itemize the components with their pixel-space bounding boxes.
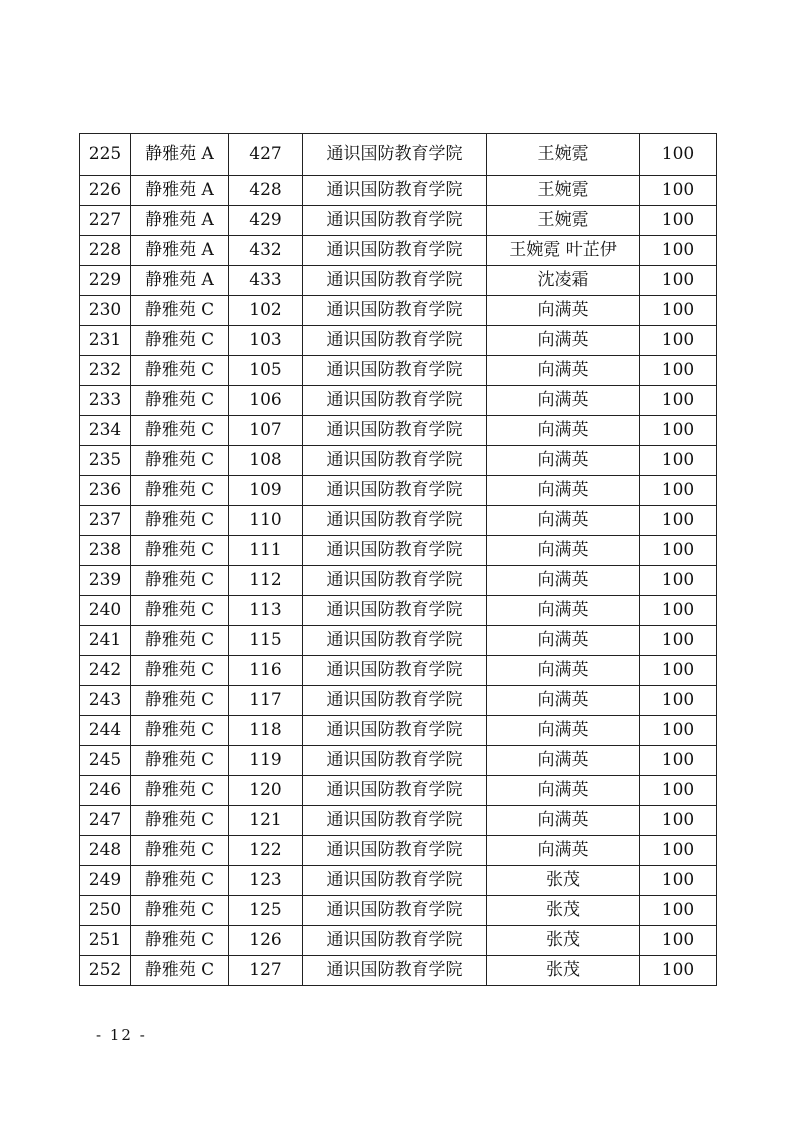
building-cell: 静雅苑 C [131,506,229,536]
row-number-cell: 250 [80,896,131,926]
teacher-cell: 向满英 [487,446,640,476]
row-number-cell: 249 [80,866,131,896]
college-cell: 通识国防教育学院 [303,236,487,266]
teacher-cell: 向满英 [487,356,640,386]
row-number-cell: 241 [80,626,131,656]
room-cell: 110 [229,506,303,536]
college-cell: 通识国防教育学院 [303,476,487,506]
building-cell: 静雅苑 C [131,866,229,896]
score-cell: 100 [640,506,717,536]
college-cell: 通识国防教育学院 [303,206,487,236]
table-row [80,686,717,716]
page-number: - 12 - [96,1026,147,1044]
table-row [80,806,717,836]
score-cell: 100 [640,296,717,326]
table-row [80,896,717,926]
table-row [80,956,717,986]
teacher-cell: 向满英 [487,416,640,446]
score-cell: 100 [640,446,717,476]
building-cell: 静雅苑 C [131,656,229,686]
table-row [80,836,717,866]
score-cell: 100 [640,956,717,986]
table-row [80,266,717,296]
college-cell: 通识国防教育学院 [303,296,487,326]
table-row [80,716,717,746]
building-cell: 静雅苑 C [131,926,229,956]
score-cell: 100 [640,356,717,386]
table-row [80,356,717,386]
building-cell: 静雅苑 C [131,536,229,566]
building-cell: 静雅苑 C [131,716,229,746]
score-cell: 100 [640,176,717,206]
table-row [80,134,717,176]
row-number-cell: 234 [80,416,131,446]
teacher-cell: 向满英 [487,776,640,806]
teacher-cell: 向满英 [487,326,640,356]
college-cell: 通识国防教育学院 [303,656,487,686]
score-cell: 100 [640,776,717,806]
row-number-cell: 236 [80,476,131,506]
college-cell: 通识国防教育学院 [303,356,487,386]
teacher-cell: 向满英 [487,296,640,326]
score-cell: 100 [640,596,717,626]
row-number-cell: 246 [80,776,131,806]
row-number-cell: 232 [80,356,131,386]
room-cell: 123 [229,866,303,896]
college-cell: 通识国防教育学院 [303,536,487,566]
room-cell: 121 [229,806,303,836]
teacher-cell: 向满英 [487,506,640,536]
row-number-cell: 239 [80,566,131,596]
building-cell: 静雅苑 A [131,266,229,296]
teacher-cell: 王婉霓 [487,134,640,176]
teacher-cell: 沈凌霜 [487,266,640,296]
score-cell: 100 [640,896,717,926]
table-body [80,134,717,986]
room-cell: 109 [229,476,303,506]
teacher-cell: 张茂 [487,956,640,986]
teacher-cell: 向满英 [487,806,640,836]
table-row [80,236,717,266]
building-cell: 静雅苑 A [131,176,229,206]
room-cell: 120 [229,776,303,806]
building-cell: 静雅苑 C [131,686,229,716]
college-cell: 通识国防教育学院 [303,266,487,296]
room-cell: 105 [229,356,303,386]
row-number-cell: 237 [80,506,131,536]
room-cell: 107 [229,416,303,446]
score-cell: 100 [640,686,717,716]
building-cell: 静雅苑 C [131,296,229,326]
table-row [80,926,717,956]
room-cell: 427 [229,134,303,176]
room-cell: 106 [229,386,303,416]
room-cell: 103 [229,326,303,356]
room-cell: 102 [229,296,303,326]
score-cell: 100 [640,326,717,356]
room-cell: 113 [229,596,303,626]
row-number-cell: 233 [80,386,131,416]
college-cell: 通识国防教育学院 [303,386,487,416]
table-row [80,566,717,596]
building-cell: 静雅苑 C [131,746,229,776]
college-cell: 通识国防教育学院 [303,686,487,716]
table-row [80,776,717,806]
building-cell: 静雅苑 A [131,206,229,236]
score-cell: 100 [640,626,717,656]
teacher-cell: 向满英 [487,386,640,416]
room-cell: 119 [229,746,303,776]
teacher-cell: 向满英 [487,536,640,566]
college-cell: 通识国防教育学院 [303,596,487,626]
table-row [80,656,717,686]
dormitory-score-table [79,133,717,986]
room-cell: 111 [229,536,303,566]
college-cell: 通识国防教育学院 [303,566,487,596]
score-cell: 100 [640,866,717,896]
building-cell: 静雅苑 C [131,566,229,596]
college-cell: 通识国防教育学院 [303,746,487,776]
room-cell: 117 [229,686,303,716]
score-cell: 100 [640,416,717,446]
score-cell: 100 [640,716,717,746]
row-number-cell: 252 [80,956,131,986]
building-cell: 静雅苑 C [131,596,229,626]
building-cell: 静雅苑 A [131,134,229,176]
row-number-cell: 225 [80,134,131,176]
teacher-cell: 张茂 [487,896,640,926]
college-cell: 通识国防教育学院 [303,134,487,176]
row-number-cell: 248 [80,836,131,866]
teacher-cell: 向满英 [487,656,640,686]
building-cell: 静雅苑 C [131,326,229,356]
row-number-cell: 251 [80,926,131,956]
teacher-cell: 向满英 [487,686,640,716]
college-cell: 通识国防教育学院 [303,506,487,536]
table-row [80,326,717,356]
teacher-cell: 向满英 [487,596,640,626]
table-row [80,536,717,566]
score-cell: 100 [640,806,717,836]
building-cell: 静雅苑 C [131,446,229,476]
score-cell: 100 [640,836,717,866]
building-cell: 静雅苑 C [131,896,229,926]
row-number-cell: 242 [80,656,131,686]
row-number-cell: 235 [80,446,131,476]
teacher-cell: 王婉霓 [487,176,640,206]
college-cell: 通识国防教育学院 [303,866,487,896]
score-cell: 100 [640,566,717,596]
building-cell: 静雅苑 A [131,236,229,266]
row-number-cell: 230 [80,296,131,326]
room-cell: 432 [229,236,303,266]
room-cell: 433 [229,266,303,296]
college-cell: 通识国防教育学院 [303,326,487,356]
building-cell: 静雅苑 C [131,806,229,836]
room-cell: 428 [229,176,303,206]
building-cell: 静雅苑 C [131,356,229,386]
building-cell: 静雅苑 C [131,836,229,866]
building-cell: 静雅苑 C [131,626,229,656]
score-cell: 100 [640,134,717,176]
table-row [80,476,717,506]
room-cell: 125 [229,896,303,926]
college-cell: 通识国防教育学院 [303,806,487,836]
college-cell: 通识国防教育学院 [303,626,487,656]
score-cell: 100 [640,266,717,296]
room-cell: 108 [229,446,303,476]
teacher-cell: 向满英 [487,716,640,746]
table-row [80,296,717,326]
room-cell: 126 [229,926,303,956]
score-cell: 100 [640,476,717,506]
row-number-cell: 227 [80,206,131,236]
college-cell: 通识国防教育学院 [303,776,487,806]
college-cell: 通识国防教育学院 [303,176,487,206]
room-cell: 115 [229,626,303,656]
table-row [80,416,717,446]
room-cell: 118 [229,716,303,746]
teacher-cell: 向满英 [487,746,640,776]
teacher-cell: 王婉霓 [487,206,640,236]
row-number-cell: 229 [80,266,131,296]
building-cell: 静雅苑 C [131,386,229,416]
room-cell: 429 [229,206,303,236]
college-cell: 通识国防教育学院 [303,416,487,446]
building-cell: 静雅苑 C [131,956,229,986]
score-cell: 100 [640,386,717,416]
table-row [80,626,717,656]
building-cell: 静雅苑 C [131,476,229,506]
college-cell: 通识国防教育学院 [303,836,487,866]
college-cell: 通识国防教育学院 [303,446,487,476]
building-cell: 静雅苑 C [131,776,229,806]
table-row [80,446,717,476]
row-number-cell: 244 [80,716,131,746]
row-number-cell: 247 [80,806,131,836]
row-number-cell: 243 [80,686,131,716]
row-number-cell: 245 [80,746,131,776]
table-row [80,746,717,776]
score-cell: 100 [640,206,717,236]
teacher-cell: 张茂 [487,926,640,956]
score-cell: 100 [640,746,717,776]
table-row [80,386,717,416]
row-number-cell: 228 [80,236,131,266]
room-cell: 127 [229,956,303,986]
room-cell: 122 [229,836,303,866]
row-number-cell: 238 [80,536,131,566]
score-cell: 100 [640,536,717,566]
table-row [80,176,717,206]
teacher-cell: 向满英 [487,566,640,596]
table-row [80,596,717,626]
teacher-cell: 王婉霓 叶芷伊 [487,236,640,266]
college-cell: 通识国防教育学院 [303,896,487,926]
teacher-cell: 向满英 [487,836,640,866]
building-cell: 静雅苑 C [131,416,229,446]
table-row [80,506,717,536]
table-row [80,866,717,896]
teacher-cell: 向满英 [487,476,640,506]
room-cell: 116 [229,656,303,686]
row-number-cell: 231 [80,326,131,356]
room-cell: 112 [229,566,303,596]
row-number-cell: 240 [80,596,131,626]
row-number-cell: 226 [80,176,131,206]
table-row [80,206,717,236]
score-cell: 100 [640,656,717,686]
college-cell: 通识国防教育学院 [303,926,487,956]
teacher-cell: 张茂 [487,866,640,896]
score-cell: 100 [640,926,717,956]
teacher-cell: 向满英 [487,626,640,656]
college-cell: 通识国防教育学院 [303,716,487,746]
college-cell: 通识国防教育学院 [303,956,487,986]
score-cell: 100 [640,236,717,266]
